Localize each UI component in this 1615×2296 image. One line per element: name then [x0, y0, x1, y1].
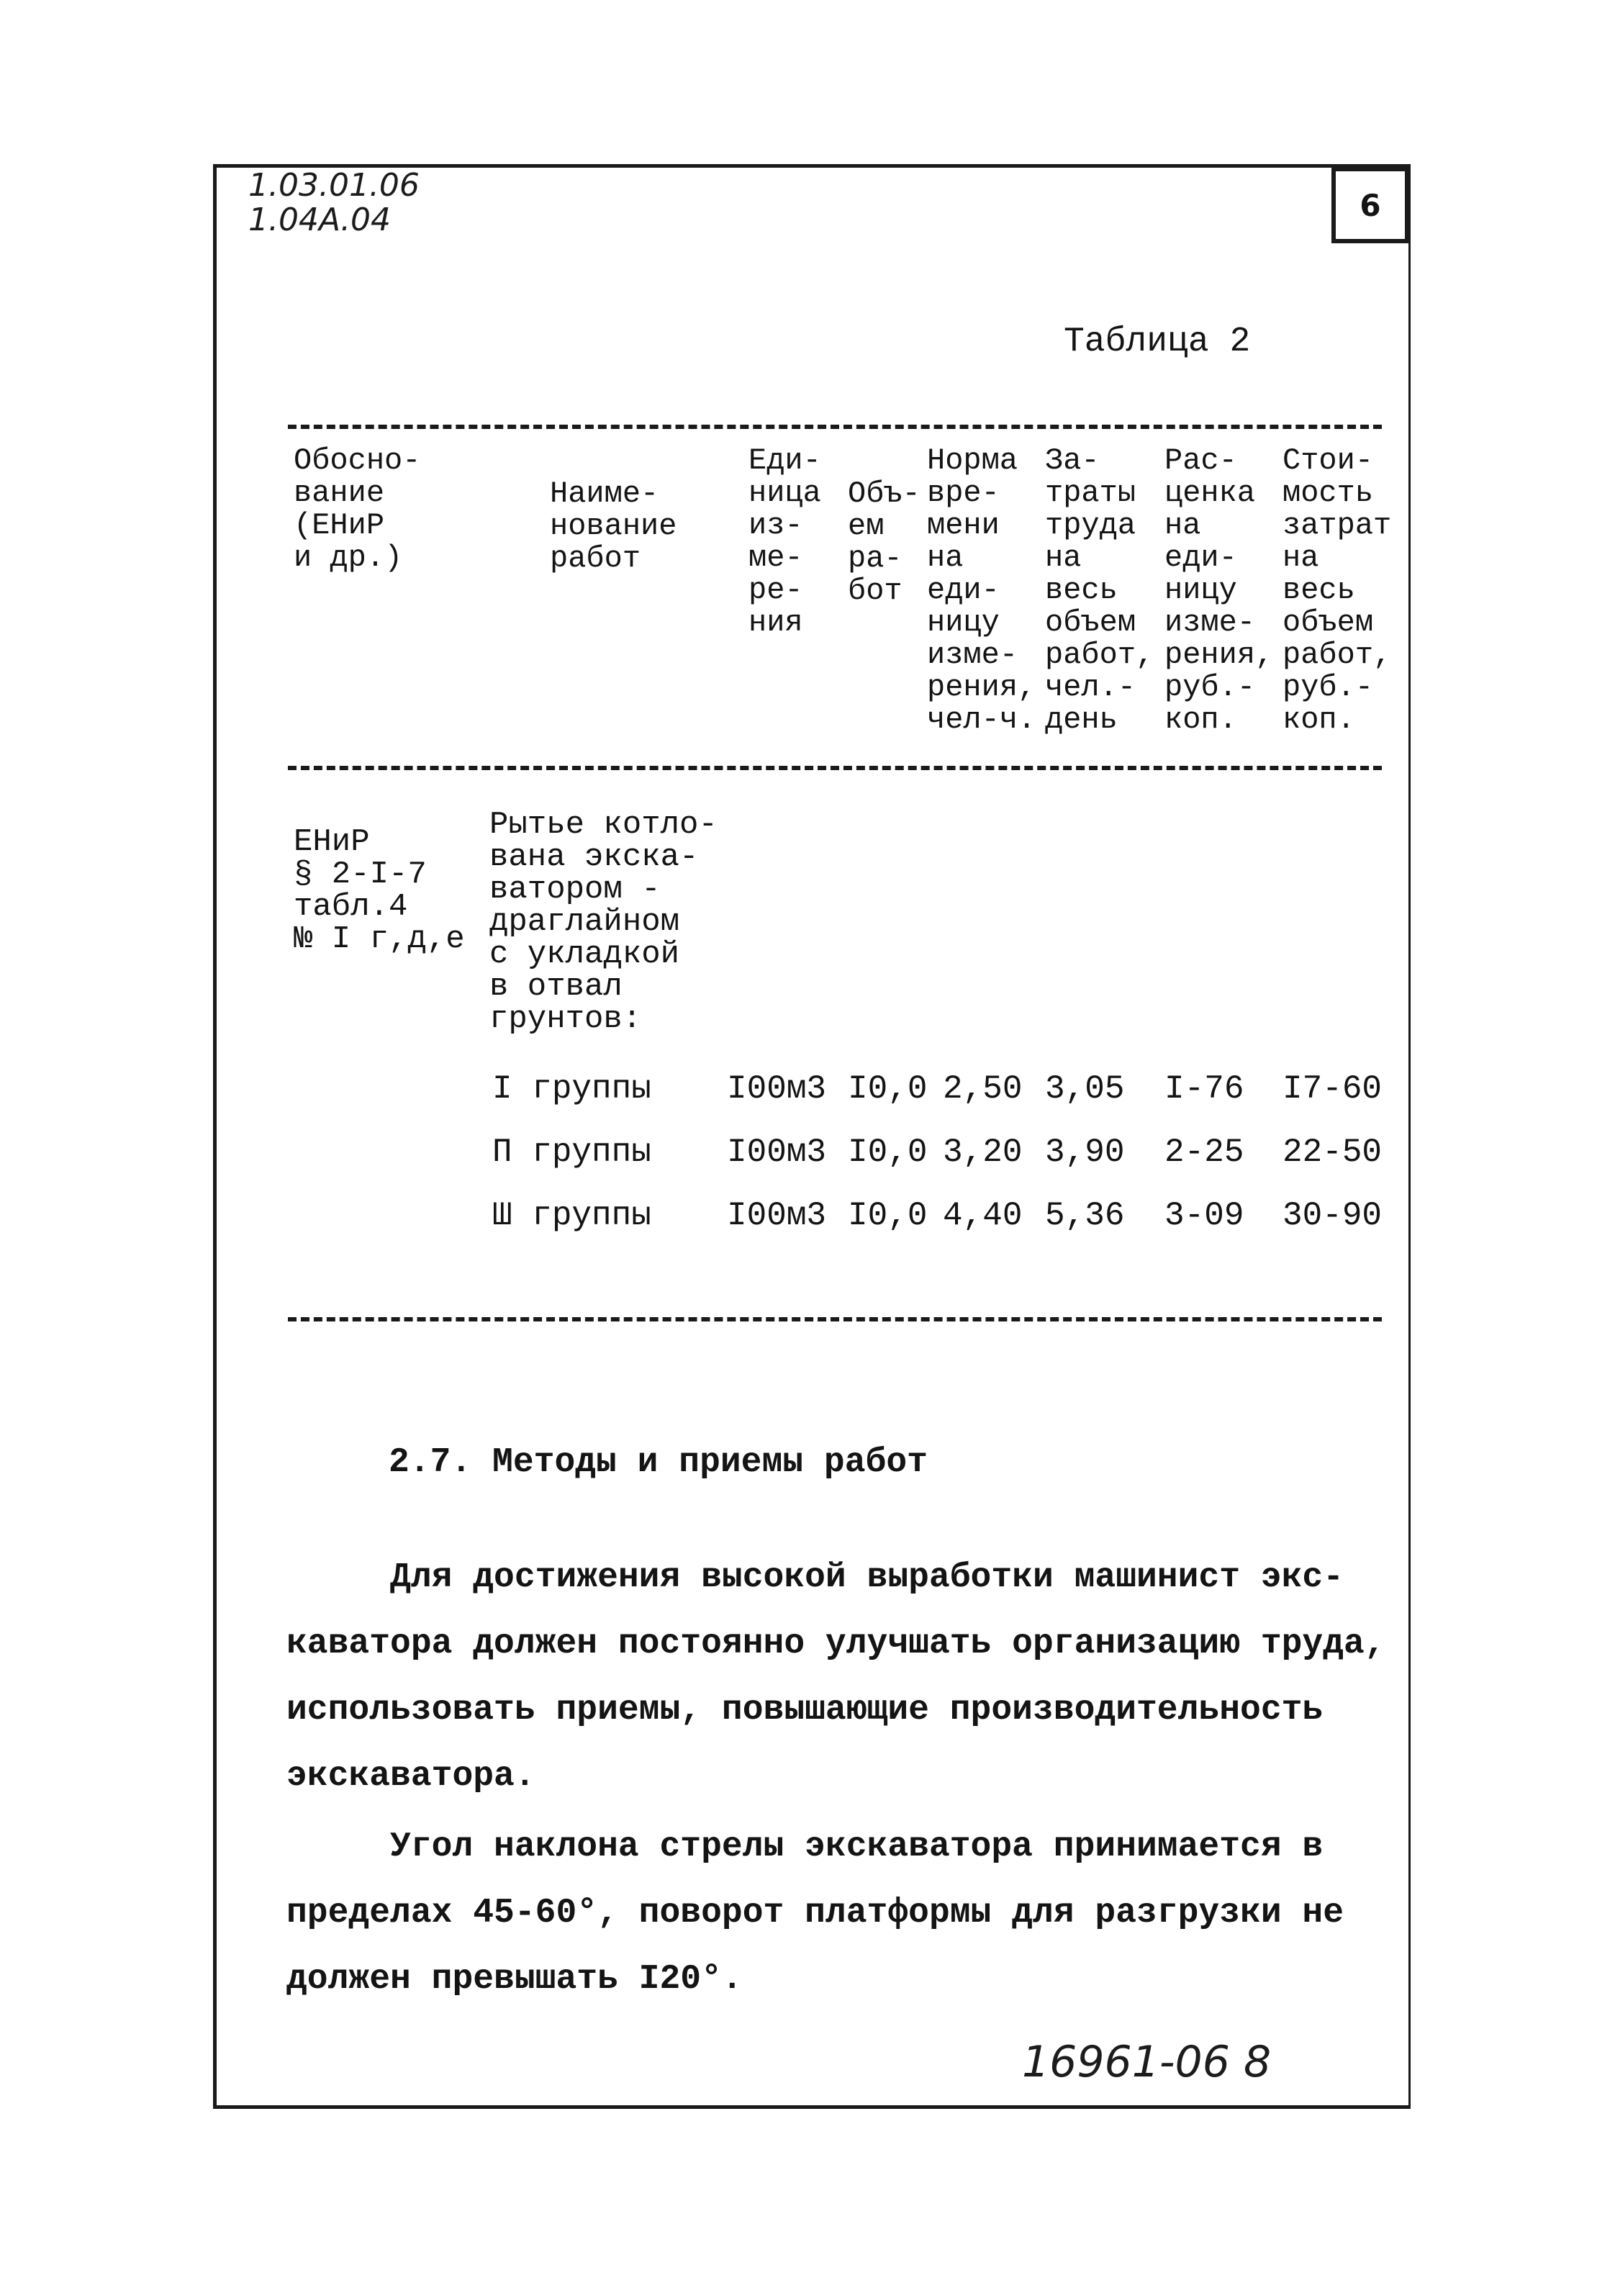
- row-rate: 3-09: [1164, 1197, 1244, 1234]
- header-basis: Обосно- вание (ЕНиР и др.): [294, 443, 421, 575]
- row-unit: I00м3: [727, 1197, 827, 1234]
- header-norm: Норма вре- мени на еди- ницу изме- рения, чел-ч.: [927, 443, 1036, 737]
- row-name: I группы: [492, 1070, 651, 1108]
- row-cost: I7-60: [1282, 1070, 1383, 1108]
- table-bottom-rule: [288, 1317, 1382, 1321]
- paragraph-1: Для достижения высокой выработки машинист экс- каватора должен постоянно улучшать организацию труда, использовать приемы, повышающие производительность экскаватора.: [286, 1558, 1385, 1796]
- row-unit: I00м3: [727, 1070, 827, 1108]
- row-norm: 3,20: [943, 1134, 1023, 1171]
- row-norm: 2,50: [943, 1070, 1023, 1108]
- header-bottom-rule: [288, 766, 1382, 770]
- footer-code: 16961-06 8: [1022, 2037, 1272, 2087]
- row-cost: 30-90: [1282, 1197, 1383, 1234]
- row-cost: 22-50: [1282, 1134, 1383, 1171]
- page-number-box: [1331, 167, 1409, 243]
- row-labor: 3,90: [1045, 1134, 1125, 1171]
- header-labor: За- траты труда на весь объем работ, чел.- день: [1045, 443, 1154, 737]
- table-top-rule: [288, 425, 1382, 429]
- header-cost: Стои- мость затрат на весь объем работ, руб.- коп.: [1282, 443, 1392, 737]
- paragraph-2: Угол наклона стрелы экскаватора принимается в пределах 45-60°, поворот платформы для разгрузки не должен превышать I20°.: [286, 1827, 1344, 1999]
- row-volume: I0,0: [848, 1070, 928, 1108]
- row-labor: 3,05: [1045, 1070, 1125, 1108]
- row-rate: I-76: [1164, 1070, 1244, 1108]
- row-volume: I0,0: [848, 1197, 928, 1234]
- table-title: Таблица 2: [1064, 322, 1251, 361]
- header-name: Наиме- нование работ: [550, 476, 677, 576]
- doc-code-2: 1.04А.04: [248, 202, 392, 238]
- row-norm: 4,40: [943, 1197, 1023, 1234]
- row-labor: 5,36: [1045, 1197, 1125, 1234]
- row-name: П группы: [492, 1134, 651, 1171]
- row-unit: I00м3: [727, 1134, 827, 1171]
- page-number: 6: [1360, 187, 1381, 223]
- row-rate: 2-25: [1164, 1134, 1244, 1171]
- header-rate: Рас- ценка на еди- ницу изме- рения, руб.- коп.: [1164, 443, 1274, 737]
- work-text: Рытье котло- вана экска- ватором - драглайном с укладкой в отвал грунтов:: [489, 807, 718, 1037]
- section-heading: 2.7. Методы и приемы работ: [389, 1443, 928, 1482]
- row-volume: I0,0: [848, 1134, 928, 1171]
- doc-code-1: 1.03.01.06: [248, 167, 420, 204]
- row-name: Ш группы: [492, 1197, 651, 1234]
- basis-text: ЕНиР § 2-I-7 табл.4 № I г,д,е: [294, 824, 465, 957]
- header-unit: Еди- ница из- ме- ре- ния: [748, 443, 821, 640]
- header-volume: Объ- ем ра- бот: [848, 476, 920, 608]
